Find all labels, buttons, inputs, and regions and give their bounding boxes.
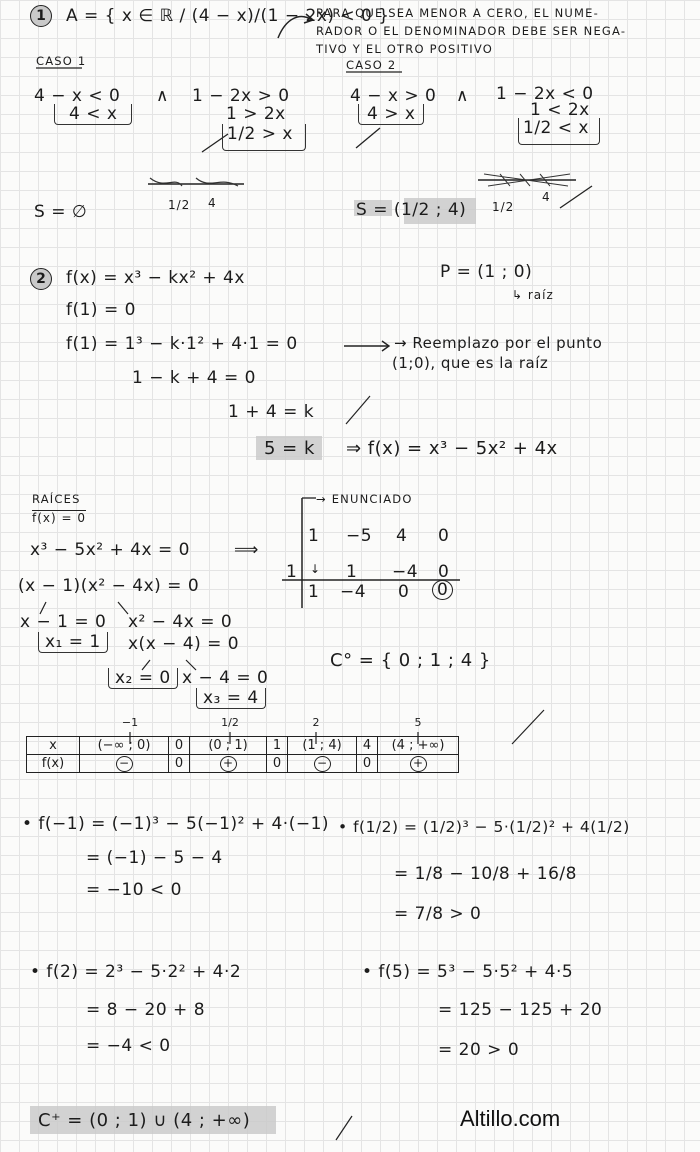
substitution-note-2: (1;0), que es la raíz (392, 354, 549, 372)
point-note: ↳ raíz (512, 288, 554, 302)
substitution: f(1) = 1³ − k·1² + 4·1 = 0 (66, 334, 298, 354)
caso2-right-2: 1 < 2x (530, 100, 590, 120)
caso1-and: ∧ (156, 86, 169, 106)
ruffini-r1-d: 0 (438, 526, 450, 546)
roots-arrow: ⟹ (234, 540, 259, 560)
caso1-left-1: 4 − x < 0 (34, 86, 121, 106)
roots-title: RAÍCES (32, 492, 81, 506)
roots-right-factor: x(x − 4) = 0 (128, 634, 240, 654)
caso2-mark-half: 1/2 (492, 200, 515, 214)
ruffini-r2-d: 0 (438, 562, 450, 582)
caso1-mark-half: 1/2 (168, 198, 191, 212)
eval-f5-3: = 20 > 0 (438, 1040, 520, 1060)
sign-table-row-x (27, 737, 459, 755)
eval-fhalf-1: • f(1/2) = (1/2)³ − 5·(1/2)² + 4(1/2) (338, 818, 630, 836)
eval-fneg1-2: = (−1) − 5 − 4 (86, 848, 223, 868)
ruffini-divisor: 1 (286, 562, 298, 582)
roots-subtitle: f(x) = 0 (32, 511, 87, 525)
ruffini-r3-b: −4 (340, 582, 367, 602)
test-point-3: 2 (312, 716, 320, 729)
root-x3: x₃ = 4 (196, 688, 266, 709)
caso1-solution: S = ∅ (34, 202, 88, 222)
sign-minus: − (116, 756, 133, 772)
cell: f(x) (27, 755, 80, 773)
eval-f2-2: = 8 − 20 + 8 (86, 1000, 206, 1020)
ruffini-r3-d: 0 (432, 580, 453, 600)
cell (80, 755, 169, 773)
step-1: 1 − k + 4 = 0 (132, 368, 256, 388)
exercise-number-1: 1 (30, 5, 52, 27)
substitution-note-1: → Reemplazo por el punto (394, 334, 603, 352)
cell: 4 (357, 737, 378, 755)
exercise-number-2: 2 (30, 268, 52, 290)
ruffini-r2-a: ↓ (310, 562, 322, 576)
caso2-and: ∧ (456, 86, 469, 106)
ruffini-label: → ENUNCIADO (316, 492, 413, 506)
ruffini-r1-c: 4 (396, 526, 408, 546)
cell: 0 (169, 755, 190, 773)
ruffini-r3-c: 0 (398, 582, 410, 602)
eval-f2-1: • f(2) = 2³ − 5·2² + 4·2 (30, 962, 242, 982)
note-line-2: RADOR O EL DENOMINADOR DEBE SER NEGA- (316, 24, 627, 38)
note-line-3: TIVO Y EL OTRO POSITIVO (316, 42, 493, 56)
caso1-left-2: 4 < x (54, 104, 132, 125)
cell: (0 ; 1) (190, 737, 267, 755)
roots-factored: (x − 1)(x² − 4x) = 0 (18, 576, 200, 596)
root-x2: x₂ = 0 (108, 668, 178, 689)
test-point-4: 5 (414, 716, 422, 729)
ruffini-r1-a: 1 (308, 526, 320, 546)
cell (288, 755, 357, 773)
sign-table-row-f (27, 755, 459, 773)
eval-fhalf-3: = 7/8 > 0 (394, 904, 482, 924)
caso2-right-3: 1/2 < x (518, 118, 600, 145)
eval-fneg1-1: • f(−1) = (−1)³ − 5(−1)² + 4·(−1) (22, 814, 330, 834)
set-definition: A = { x ∈ ℝ / (4 − x)/(1 − 2x) < 0 } (66, 6, 390, 26)
eval-fhalf-2: = 1/8 − 10/8 + 16/8 (394, 864, 577, 884)
watermark-logo: Altillo.com (460, 1106, 561, 1131)
test-point-2: 1/2 (221, 716, 239, 729)
caso1-right-2: 1 > 2x (226, 104, 286, 124)
final-function: ⇒ f(x) = x³ − 5x² + 4x (346, 438, 558, 459)
cell: 0 (267, 755, 288, 773)
ruffini-r2-c: −4 (392, 562, 419, 582)
caso1-right-3: 1/2 > x (222, 124, 306, 151)
caso2-right-1: 1 − 2x < 0 (496, 84, 594, 104)
sign-plus: + (220, 756, 237, 772)
caso2-mark-four: 4 (542, 190, 551, 204)
caso1-mark-four: 4 (208, 196, 217, 210)
caso2-solution: S = (1/2 ; 4) (356, 200, 467, 220)
sign-plus: + (410, 756, 427, 772)
function-def: f(x) = x³ − kx² + 4x (66, 268, 245, 288)
ruffini-r3-a: 1 (308, 582, 320, 602)
roots-right-eq: x² − 4x = 0 (128, 612, 233, 632)
cell: 0 (169, 737, 190, 755)
sign-minus: − (314, 756, 331, 772)
sign-table (26, 736, 459, 773)
c-plus: C⁺ = (0 ; 1) ∪ (4 ; +∞) (38, 1110, 251, 1131)
roots-x4-eq: x − 4 = 0 (182, 668, 269, 688)
cell: 0 (357, 755, 378, 773)
cell: x (27, 737, 80, 755)
cell (378, 755, 459, 773)
cell: (1 ; 4) (288, 737, 357, 755)
ruffini-r2-b: 1 (346, 562, 358, 582)
c-zero: C° = { 0 ; 1 ; 4 } (330, 650, 491, 671)
cell (190, 755, 267, 773)
cell: (4 ; +∞) (378, 737, 459, 755)
test-point-1: −1 (121, 716, 139, 729)
eval-f5-2: = 125 − 125 + 20 (438, 1000, 603, 1020)
caso2-title: CASO 2 (346, 58, 397, 72)
root-x1: x₁ = 1 (38, 632, 108, 653)
roots-equation: x³ − 5x² + 4x = 0 (30, 540, 190, 560)
eval-f2-3: = −4 < 0 (86, 1036, 171, 1056)
condition: f(1) = 0 (66, 300, 136, 320)
point-p: P = (1 ; 0) (440, 262, 533, 282)
roots-left-eq: x − 1 = 0 (20, 612, 107, 632)
caso1-title: CASO 1 (36, 54, 87, 68)
cell: (−∞ ; 0) (80, 737, 169, 755)
note-line-1: PARA QUE SEA MENOR A CERO, EL NUME- (316, 6, 599, 20)
ruffini-r1-b: −5 (346, 526, 373, 546)
eval-fneg1-3: = −10 < 0 (86, 880, 182, 900)
caso2-left-1: 4 − x > 0 (350, 86, 437, 106)
cell: 1 (267, 737, 288, 755)
eval-f5-1: • f(5) = 5³ − 5·5² + 4·5 (362, 962, 574, 982)
caso2-left-2: 4 > x (358, 104, 424, 125)
caso1-right-1: 1 − 2x > 0 (192, 86, 290, 106)
step-2: 1 + 4 = k (228, 402, 315, 422)
k-result: 5 = k (264, 438, 315, 459)
